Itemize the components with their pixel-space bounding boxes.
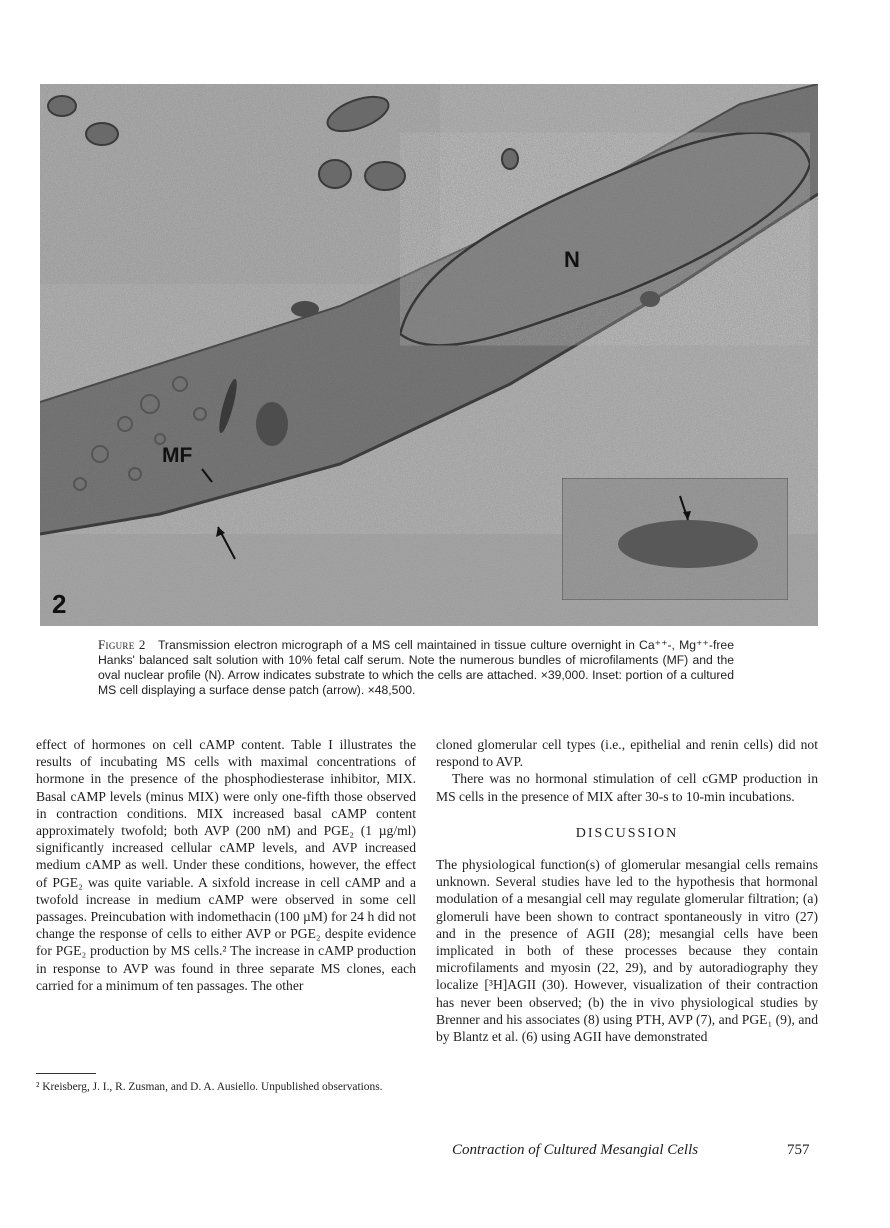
panel-number: 2 [52,589,67,619]
footnote-divider [36,1073,96,1074]
running-title: Contraction of Cultured Mesangial Cells [452,1142,699,1158]
body-paragraph: cloned glomerular cell types (i.e., epithelial and renin cells) did not respond to AVP. [436,737,818,770]
body-paragraph: The physiological function(s) of glomerular mesangial cells remains unknown. Several studies have led to the hypothesis that hormonal modulation of a mesangial cell may regulate glomerular filtration; (a) glomeruli have been shown to contract spontaneously in vitro (27) and in the presence of AGII (28); mesangial cells have been implicated in both of these processes because they contain microfilaments and myosin (22, 29), and by autoradiography they localize [³H]AGII (30). However, visualization of their contraction has never been observed; (b) the in vivo physiological studies by Brenner and his associates (8) using PTH, AVP (7), and PGE₁ (9), and by Blantz et al. (6) using AGII have demonstrated [436,857,818,1045]
figure-caption [98,637,734,698]
left-column [36,736,416,994]
section-heading: DISCUSSION [575,825,679,841]
body-paragraph: There was no hormonal stimulation of cell cGMP production in MS cells in the presence of MIX after 30-s to 10-min incubations. [436,771,818,804]
footnote: ² Kreisberg, J. I., R. Zusman, and D. A. Ausiello. Unpublished observations. [36,1081,383,1093]
body-paragraph: effect of hormones on cell cAMP content. Table I illustrates the results of incubating MS cells with maximal concentrations of hormone in the presence of the phosphodiesterase inhibitor, MIX. Basal cAMP levels (minus MIX) were only one-fifth those observed in contraction conditions. MIX increased basal cAMP content approximately twofold; both AVP (200 nM) and PGE₂ (1 µg/ml) significantly increased cellular cAMP levels, and AVP increased medium cAMP as well. Under these conditions, however, the effect of PGE₂ was quite variable. A sixfold increase in cell cAMP and a twofold increase in medium cAMP were observed in some cell passages. Preincubation with indomethacin (100 µM) for 24 h did not change the response of cells to either AVP or PGE₂ despite evidence for PGE₂ production by MS cells.² The increase in cAMP production in response to AVP was found in three separate MS clones, each carried for a minimum of ten passages. The other [36,737,416,993]
electron-micrograph [40,84,818,626]
microfilament-label: MF [162,444,193,467]
nucleus-label: N [564,247,580,272]
caption-lead: Figure 2 [98,637,146,652]
caption-text: Transmission electron micrograph of a MS cell maintained in tissue culture overnight in Ca⁺⁺-, Mg⁺⁺-free Hanks' balanced salt solution with 10% fetal calf serum. Note the numerous bundles of microfilaments (MF) and the oval nuclear profile (N). Arrow indicates substrate to which the cells are attached. ×39,000. Inset: portion of a cultured MS cell displaying a surface dense patch (arrow). ×48,500. [98,638,734,697]
page-number: 757 [787,1142,810,1158]
right-column [436,736,818,1045]
micrograph-image [40,84,818,626]
